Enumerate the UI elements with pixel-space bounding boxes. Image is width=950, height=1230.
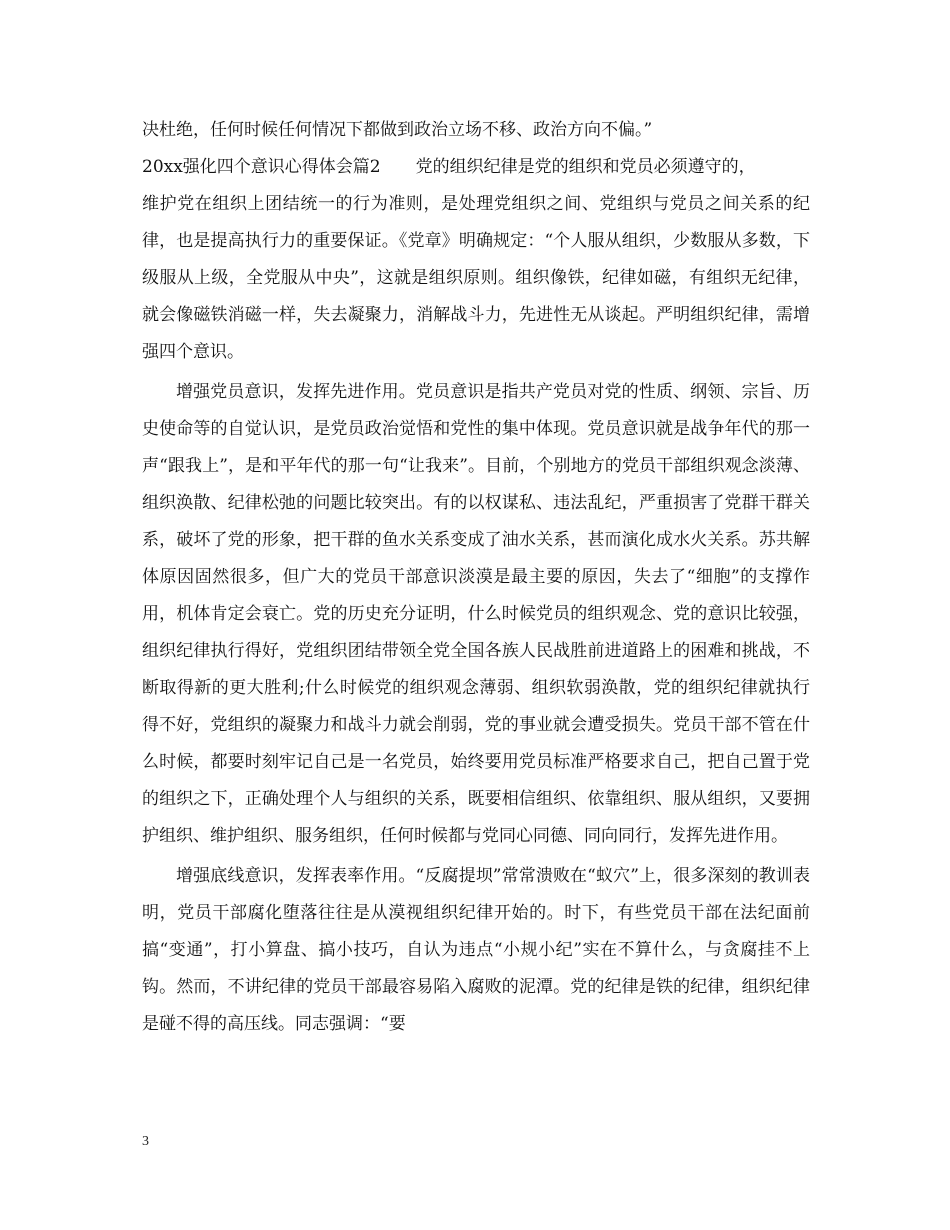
page-number: 3	[142, 1134, 149, 1149]
paragraph-party-member-awareness: 增强党员意识，发挥先进作用。党员意识是指共产党员对党的性质、纲领、宗旨、历史使命等的自觉认识，是党员政治觉悟和党性的集中体现。党员意识就是战争年代的那一声“跟我上”，是和平年代的那一句“让我来”。目前，个别地方的党员干部组织观念淡薄、组织涣散、纪律松弛的问题比较突出。有的以权谋私、违法乱纪，严重损害了党群干群关系，破坏了党的形象，把干群的鱼水关系变成了油水关系，甚而演化成水火关系。苏共解体原因固然很多，但广大的党员干部意识淡漠是最主要的原因，失去了“细胞”的支撑作用，机体肯定会衰亡。党的历史充分证明，什么时候党员的组织观念、党的意识比较强，组织纪律执行得好，党组织团结带领全党全国各族人民战胜前进道路上的困难和挑战，不断取得新的更大胜利;什么时候党的组织观念薄弱、组织软弱涣散，党的组织纪律就执行得不好，党组织的凝聚力和战斗力就会削弱，党的事业就会遭受损失。党员干部不管在什么时候，都要时刻牢记自己是一名党员，始终要用党员标准严格要求自己，把自己置于党的组织之下，正确处理个人与组织的关系，既要相信组织、依靠组织、服从组织，又要拥护组织、维护组织、服务组织，任何时候都与党同心同德、同向同行，发挥先进作用。	[142, 382, 810, 846]
intro-first-fragment: 党的组织纪律是党的组织和党员必须遵守的，	[415, 157, 756, 177]
opening-line: 决杜绝，任何时候任何情况下都做到政治立场不移、政治方向不偏。”	[142, 120, 653, 140]
section-heading: 20xx强化四个意识心得体会篇2	[142, 157, 381, 177]
intro-paragraph: 维护党在组织上团结统一的行为准则，是处理党组织之间、党组织与党员之间关系的纪律，也是提高执行力的重要保证。《党章》明确规定：“个人服从组织，少数服从多数，下级服从上级，全党服从中央”，这就是组织原则。组织像铁，纪律如磁，有组织无纪律，就会像磁铁消磁一样，失去凝聚力，消解战斗力，先进性无从谈起。严明组织纪律，需增强四个意识。	[142, 194, 810, 362]
paragraph-bottom-line-awareness: 增强底线意识，发挥表率作用。“反腐提坝”常常溃败在“蚁穴”上，很多深刻的教训表明，党员干部腐化堕落往往是从漠视组织纪律开始的。时下，有些党员干部在法纪面前搞“变通”，打小算盘、搞小技巧，自认为违点“小规小纪”实在不算什么，与贪腐挂不上钩。然而，不讲纪律的党员干部最容易陷入腐败的泥潭。党的纪律是铁的纪律，组织纪律是碰不得的高压线。同志强调：“要	[142, 866, 810, 1034]
document-body	[142, 112, 810, 1043]
intro-first-line	[142, 149, 810, 186]
